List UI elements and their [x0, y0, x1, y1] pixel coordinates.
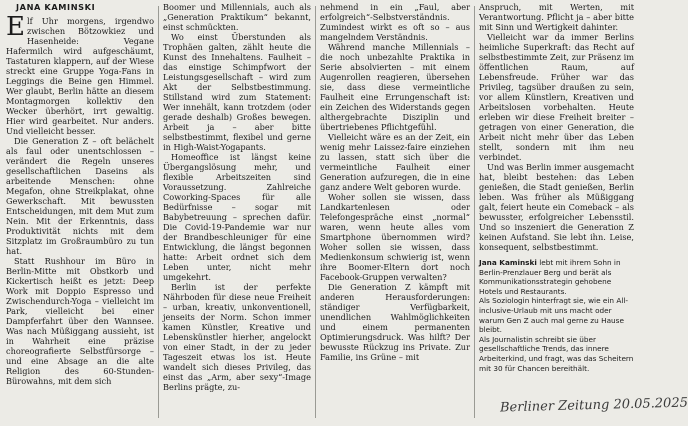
handwritten-source-note: Berliner Zeitung 20.05.2025 — [499, 395, 688, 416]
column-divider — [474, 6, 475, 418]
paragraph: Wo einst Überstunden als Trophäen galten, zählt heute die Kunst des Innehaltens. Faulheit – das einstige Schimpfwort der Leistungsgesellschaft – wird zum Akt der Selbstbestimmung. Stillstand wird zum Statement: Wer innehält, kann trotzdem (oder gerade deshalb) Großes bewegen. Arbeit ja – aber bitte selbstbestimmt, flexibel und gerne in High-Waist-Yogapants. — [163, 32, 311, 152]
paragraph: Die Generation Z kämpft mit anderen Herausforderungen: ständiger Verfügbarkeit, unendlichen Wahlmöglichkeiten und einem permanenten Optimierungsdruck. Was hilft? Der bewusste Rückzug ins Private. Zur Familie, ins Grüne – mit — [320, 282, 470, 362]
paragraph: Statt Rushhour im Büro in Berlin-Mitte mit Obstkorb und Kickertisch heißt es jetzt: Deep Work mit Doppio Espresso und Zwischendurch-Yoga – vielleicht im Park, vielleicht bei einer Dampferfahrt über den Wannsee. Was nach Müßiggang aussieht, ist in Wahrheit eine präzise choreografierte Selbstfürsorge – und eine Absage an die alte Religion des 60-Stunden-Bürowahns, mit dem sich — [6, 256, 154, 386]
article-column-4 — [479, 2, 634, 422]
paragraph: nehmend in ein „Faul, aber erfolgreich“-Selbstverständnis. Zumindest wirkt es oft so – aus mangelndem Verständnis. — [320, 2, 470, 42]
paragraph: Die Generation Z – oft belächelt als faul oder unentschlossen – verändert die Regeln unseres gesellschaftlichen Daseins als arbeitende Menschen: ohne Megafon, ohne Streikplakat, ohne Gewerkschaft. Mit bewussten Entscheidungen, mit dem Mut zum Nein. Mit der Erkenntnis, dass Produktivität nichts mit dem Sitzplatz im Großraumbüro zu tun hat. — [6, 136, 154, 256]
article-column-3 — [320, 2, 470, 422]
paragraph: Berlin ist der perfekte Nährboden für diese neue Freiheit – urban, kreativ, unkonventionell, jenseits der Norm. Schon immer kamen Künstler, Kreative und Lebenskünstler hierher, angelockt von einer Stadt, in der zu jeder Tageszeit etwas los ist. Heute wandelt sich dieses Privileg, das einst das „Arm, aber sexy“-Image Berlins prägte, zu- — [163, 282, 311, 392]
bio-paragraph — [479, 258, 634, 296]
paragraph: Während manche Millennials – die noch unbezahlte Praktika in Serie absolvierten – mit einem Augenrollen reagieren, übersehen sie, dass diese vermeintliche Faulheit eine Errungenschaft ist: ein Zeichen des Widerstands gegen althergebrachte Disziplin und übertriebenes Pflichtgefühl. — [320, 42, 470, 132]
paragraph — [6, 12, 154, 136]
author-byline: JANA KAMINSKI — [16, 2, 96, 12]
paragraph: Und was Berlin immer ausgemacht hat, bleibt bestehen: das Leben genießen, die Stadt genießen, Berlin leben. Was früher als Müßiggang galt, feiert heute ein Comeback – als bewusster, erfolgreicher Lebensstil. Und so inszeniert die Generation Z keinen Aufstand. Sie lebt ihn. Leise, konsequent, selbstbestimmt. — [479, 162, 634, 252]
paragraph: Boomer und Millennials, auch als „Generation Praktikum“ bekannt, einst schmückten. — [163, 2, 311, 32]
paragraph: Vielleicht wäre es an der Zeit, ein wenig mehr Laissez-faire einziehen zu lassen, statt sich über die vermeintliche Faulheit einer Generation aufzuregen, die in eine ganz andere Welt geboren wurde. — [320, 132, 470, 192]
drop-cap: E — [6, 12, 25, 42]
column-divider — [315, 6, 316, 418]
bio-name: Jana Kaminski — [479, 258, 537, 267]
paragraph: Homeoffice ist längst keine Übergangslösung mehr, und flexible Arbeitszeiten sind Voraussetzung. Zahlreiche Coworking-Spaces für alle Bedürfnisse – sogar mit Babybetreuung – sprechen dafür. Die Covid-19-Pandemie war nur der Brandbeschleuniger für eine Entwicklung, die längst begonnen hatte: Arbeit ordnet sich dem Leben unter, nicht mehr umgekehrt. — [163, 152, 311, 282]
bio-text: lebt mit ihrem Sohn in Berlin-Prenzlauer Berg und berät als Kommunikationsstrategin gehobene Hotels und Restaurants. — [479, 258, 621, 296]
article-column-2 — [163, 2, 311, 422]
column-divider — [158, 6, 159, 418]
paragraph: Anspruch, mit Werten, mit Verantwortung. Pflicht ja – aber bitte mit Sinn und Wertigkeit dahinter. — [479, 2, 634, 32]
bio-paragraph: Als Journalistin schreibt sie über gesellschaftliche Trends, das innere Arbeiterkind, und fragt, was das Scheitern mit 30 für Chancen bereithält. — [479, 334, 634, 373]
paragraph-text: lf Uhr morgens, irgendwo zwischen Bötzowkiez und Hasenheide: Vegane Hafermilch wird aufgeschäumt, Tastaturen klappern, auf der Wiese streckt eine Gruppe Yoga-Fans in Leggings die Beine gen Himmel. Wer glaubt, Berlin hätte an diesem Montagmorgen kollektiv den Wecker überhört, irrt gewaltig. Hier wird gearbeitet. Nur anders. Und vielleicht besser. — [6, 16, 154, 136]
article-column-1 — [6, 2, 154, 422]
author-bio — [479, 258, 634, 373]
paragraph: Woher sollen sie wissen, dass Landkartenlesen oder Telefongespräche einst „normal“ waren, wenn heute alles vom Smartphone übernommen wird? Woher sollen sie wissen, dass Medienkonsum schwierig ist, wenn ihre Boomer-Eltern dort noch Facebook-Gruppen verwalten? — [320, 192, 470, 282]
bio-paragraph: Als Soziologin hinterfragt sie, wie ein All-inclusive-Urlaub mit uns macht oder warum Gen Z auch mal gerne zu Hause bleibt. — [479, 296, 629, 335]
paragraph: Vielleicht war da immer Berlins heimliche Superkraft: das Recht auf selbstbestimmte Zeit, zur Präsenz im öffentlichen Raum, auf Lebensfreude. Früher war das Privileg, tagsüber draußen zu sein, vor allem Künstlern, Kreativen und Arbeitslosen vorbehalten. Heute erleben wir diese Freiheit breiter – getragen von einer Generation, die Arbeit nicht mehr über das Leben stellt, sondern mit ihm neu verbindet. — [479, 32, 634, 162]
